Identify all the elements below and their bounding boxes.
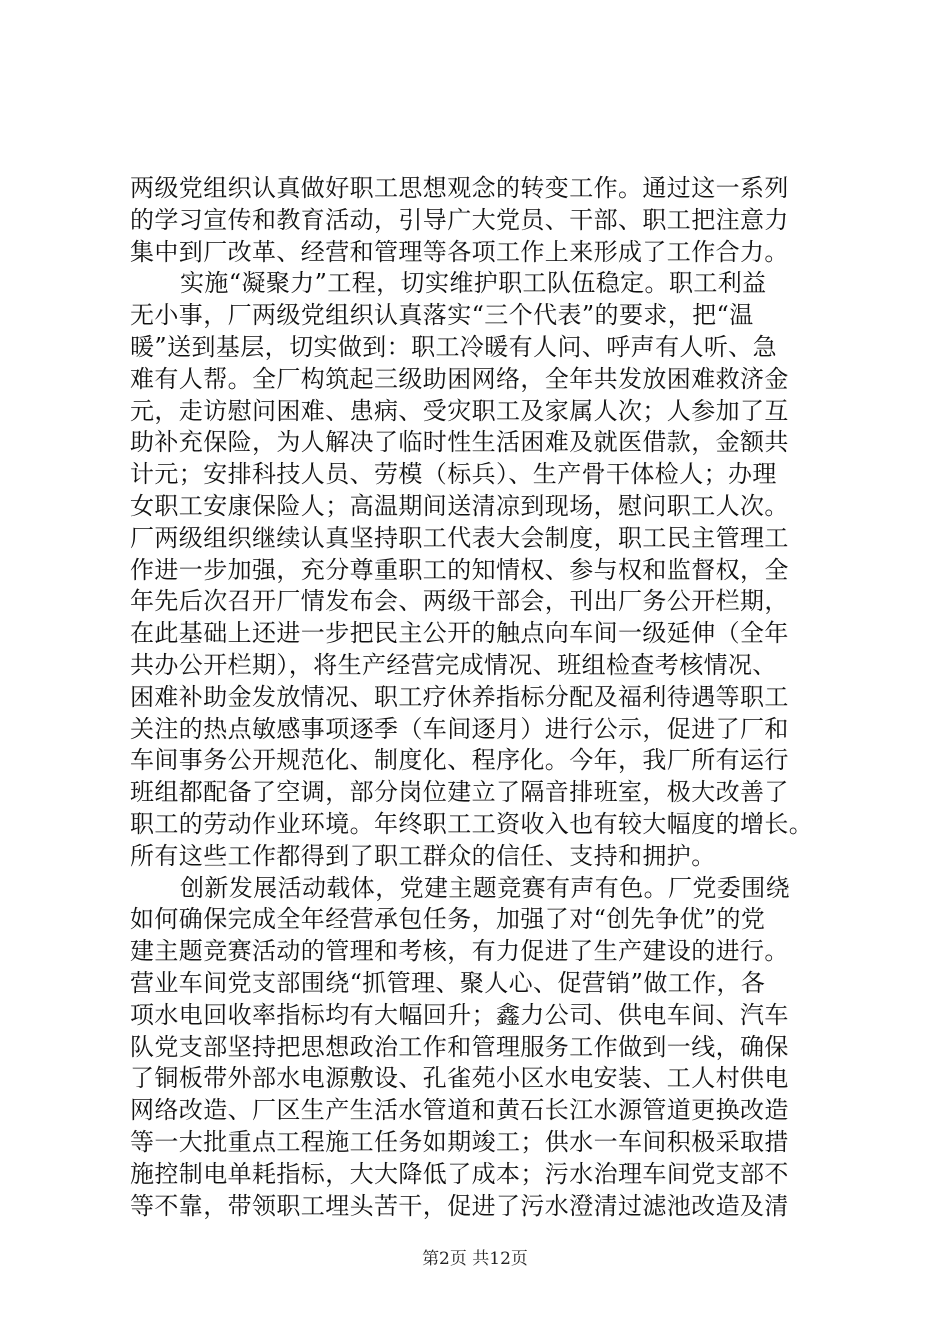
paragraph-start-line: 实施“凝聚力”工程，切实维护职工队伍稳定。职工利益 — [180, 269, 767, 298]
text-line: 厂两级组织继续认真坚持职工代表大会制度，职工民主管理工 — [130, 523, 789, 552]
text-line: 建主题竞赛活动的管理和考核，有力促进了生产建设的进行。 — [130, 937, 789, 966]
text-line: 作进一步加强，充分尊重职工的知情权、参与权和监督权，全 — [130, 555, 789, 584]
text-line: 女职工安康保险人；高温期间送清凉到现场，慰问职工人次。 — [130, 491, 789, 520]
text-line: 困难补助金发放情况、职工疗休养指标分配及福利待遇等职工 — [130, 682, 789, 711]
text-line: 元，走访慰问困难、患病、受灾职工及家属人次；人参加了互 — [130, 396, 789, 425]
text-line: 无小事，厂两级党组织认真落实“三个代表”的要求，把“温 — [130, 301, 754, 330]
text-line: 难有人帮。全厂构筑起三级助困网络，全年共发放困难救济金 — [130, 364, 789, 393]
text-line: 营业车间党支部围绕“抓管理、聚人心、促营销”做工作，各 — [130, 968, 766, 997]
text-line: 车间事务公开规范化、制度化、程序化。今年，我厂所有运行 — [130, 746, 789, 775]
text-line: 如何确保完成全年经营承包任务，加强了对“创先争优”的党 — [130, 905, 766, 934]
text-line: 共办公开栏期），将生产经营完成情况、班组检查考核情况、 — [130, 650, 777, 679]
text-line: 所有这些工作都得到了职工群众的信任、支持和拥护。 — [130, 841, 716, 870]
text-line: 班组都配备了空调，部分岗位建立了隔音排班室，极大改善了 — [130, 778, 789, 807]
text-line: 集中到厂改革、经营和管理等各项工作上来形成了工作合力。 — [130, 237, 789, 266]
text-line: 队党支部坚持把思想政治工作和管理服务工作做到一线，确保 — [130, 1032, 789, 1061]
text-line: 等一大批重点工程施工任务如期竣工；供水一车间积极采取措 — [130, 1127, 789, 1156]
body-text — [130, 173, 830, 1222]
text-line: 在此基础上还进一步把民主公开的触点向车间一级延伸（全年 — [130, 619, 789, 648]
text-line: 暖”送到基层，切实做到：职工冷暖有人问、呼声有人听、急 — [130, 332, 778, 361]
text-line: 年先后次召开厂情发布会、两级干部会，刊出厂务公开栏期， — [130, 587, 789, 616]
text-line: 两级党组织认真做好职工思想观念的转变工作。通过这一系列 — [130, 174, 789, 202]
text-line: 助补充保险，为人解决了临时性生活困难及就医借款，金额共 — [130, 428, 789, 457]
text-line: 关注的热点敏感事项逐季（车间逐月）进行公示，促进了厂和 — [130, 714, 789, 743]
text-line: 等不靠，带领职工埋头苦干，促进了污水澄清过滤池改造及清 — [130, 1191, 789, 1220]
text-line: 的学习宣传和教育活动，引导广大党员、干部、职工把注意力 — [130, 205, 789, 234]
text-line: 了铜板带外部水电源敷设、孔雀苑小区水电安装、工人村供电 — [130, 1064, 789, 1093]
page-number-footer: 第2页 共12页 — [422, 1249, 528, 1269]
paragraph-start-line: 创新发展活动载体，党建主题竞赛有声有色。厂党委围绕 — [180, 873, 790, 902]
text-line: 施控制电单耗指标，大大降低了成本；污水治理车间党支部不 — [130, 1159, 789, 1188]
text-line: 网络改造、厂区生产生活水管道和黄石长江水源管道更换改造 — [130, 1096, 789, 1125]
text-line: 职工的劳动作业环境。年终职工工资收入也有较大幅度的增长。 — [130, 809, 814, 838]
text-line: 项水电回收率指标均有大幅回升；鑫力公司、供电车间、汽车 — [130, 1000, 789, 1029]
text-line: 计元；安排科技人员、劳模（标兵）、生产骨干体检人；办理 — [130, 460, 777, 489]
